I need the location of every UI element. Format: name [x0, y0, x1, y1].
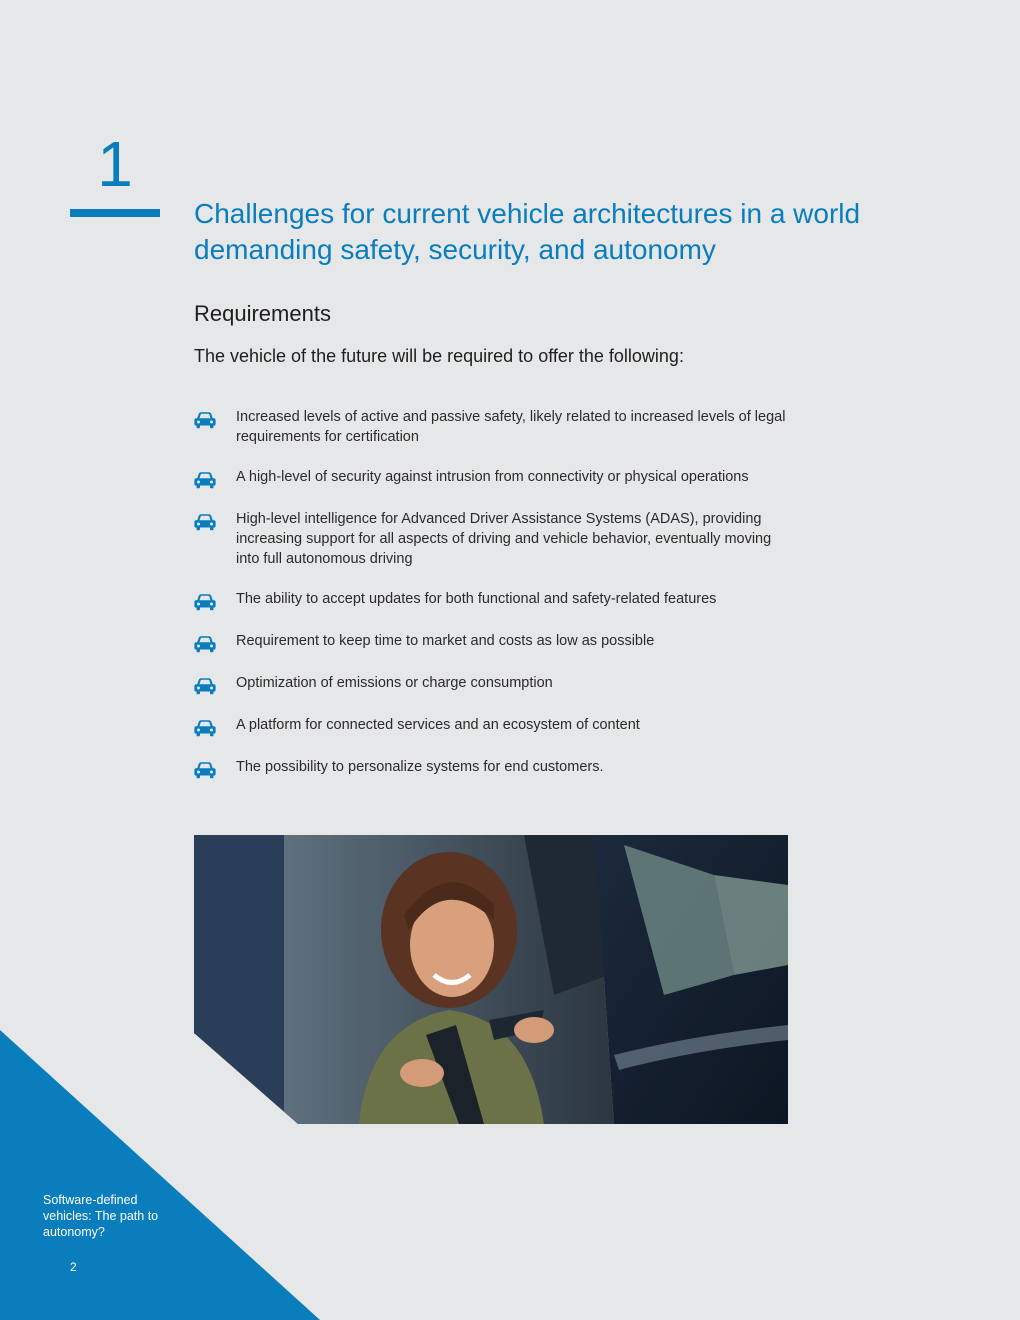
car-icon — [194, 513, 216, 531]
requirements-list — [194, 407, 794, 799]
requirement-text: Optimization of emissions or charge consumption — [236, 675, 553, 691]
section-heading: Requirements — [194, 301, 331, 326]
list-item — [194, 715, 794, 737]
car-icon — [194, 719, 216, 737]
section-intro: The vehicle of the future will be required to offer the following: — [194, 346, 684, 366]
requirement-text: Requirement to keep time to market and costs as low as possible — [236, 633, 655, 649]
car-icon — [194, 761, 216, 779]
requirement-text: The ability to accept updates for both functional and safety-related features — [236, 591, 717, 607]
page-title: Challenges for current vehicle architectures in a world demanding safety, security, and autonomy — [194, 198, 861, 265]
car-icon — [194, 593, 216, 611]
requirement-text: Increased levels of active and passive safety, likely related to increased levels of legal requirements for certification — [236, 409, 786, 445]
page-number: 2 — [70, 1260, 77, 1274]
list-item — [194, 673, 794, 695]
list-item — [194, 589, 794, 611]
car-icon — [194, 411, 216, 429]
list-item — [194, 757, 794, 779]
requirement-text: The possibility to personalize systems for end customers. — [236, 759, 604, 775]
list-item — [194, 509, 794, 569]
car-icon — [194, 677, 216, 695]
car-icon — [194, 471, 216, 489]
chapter-number: 1 — [97, 128, 133, 200]
chapter-divider — [70, 209, 160, 217]
list-item — [194, 631, 794, 653]
requirement-text: A high-level of security against intrusion from connectivity or physical operations — [236, 469, 749, 485]
car-icon — [194, 635, 216, 653]
footer-document-title: Software-defined vehicles: The path to autonomy? — [43, 1193, 159, 1239]
requirement-text: High-level intelligence for Advanced Driver Assistance Systems (ADAS), providing increasing support for all aspects of driving and vehicle behavior, eventually moving into full autonomous driving — [236, 511, 772, 567]
list-item — [194, 407, 794, 447]
list-item — [194, 467, 794, 489]
requirement-text: A platform for connected services and an ecosystem of content — [236, 717, 640, 733]
corner-accent-triangle — [0, 1030, 320, 1320]
